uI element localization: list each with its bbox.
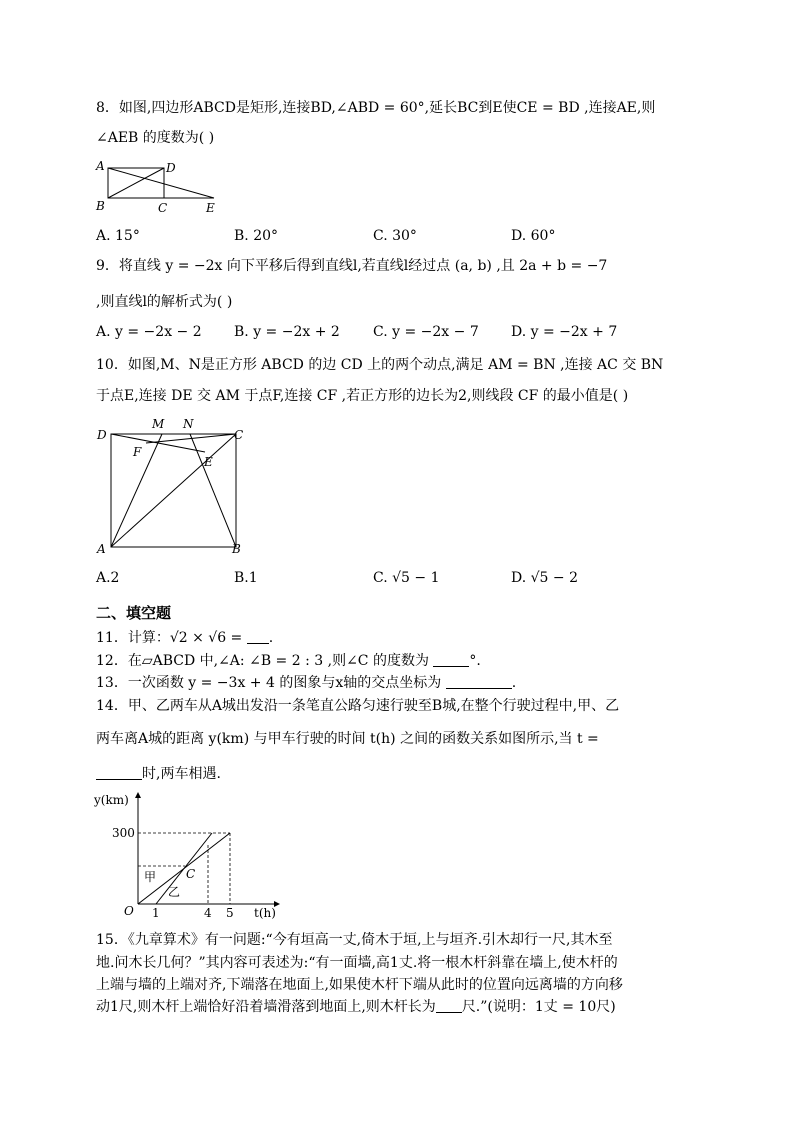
q10-label-b: B bbox=[232, 542, 241, 556]
q9-line2: ,则直线l的解析式为( ) bbox=[96, 294, 233, 310]
q10-line2: 于点E,连接 DE 交 AM 于点F,连接 CF ,若正方形的边长为2,则线段 CF 的最小值是( ) bbox=[96, 388, 629, 404]
q15-answer-blank[interactable] bbox=[436, 998, 462, 1013]
q8-label-e: E bbox=[206, 201, 215, 215]
q13-end: . bbox=[511, 675, 517, 691]
q10-label-d: D bbox=[97, 428, 107, 442]
q10-option-b: B.1 bbox=[234, 570, 258, 586]
q14-xtick-4: 4 bbox=[204, 906, 212, 920]
q8-label-c: C bbox=[158, 201, 168, 215]
q14-line3-end: 时,两车相遇. bbox=[142, 766, 221, 782]
q12-answer-blank[interactable] bbox=[433, 652, 469, 667]
q15-line1: 15．《九章算术》有一问题:“今有垣高一丈,倚木于垣,上与垣齐.引木却行一尺,其木至 bbox=[96, 932, 613, 948]
q14-line1: 14．甲、乙两车从A城出发沿一条笔直公路匀速行驶至B城,在整个行驶过程中,甲、乙 bbox=[96, 698, 620, 714]
q13-answer-blank[interactable] bbox=[446, 674, 512, 689]
q10-label-m: M bbox=[152, 417, 165, 431]
q15-line2: 地.问木长几何？”其内容可表述为:“有一面墙,高1丈.将一根木杆斜靠在墙上,使木杆的 bbox=[96, 955, 618, 971]
q10-label-n: N bbox=[183, 417, 194, 431]
q15-line4-end: 尺.”(说明：1丈 = 10尺) bbox=[461, 999, 616, 1015]
q11-line bbox=[96, 628, 273, 648]
q14-origin: O bbox=[124, 904, 134, 918]
q10-option-d: D. √5 − 2 bbox=[511, 570, 578, 586]
q8-label-b: B bbox=[96, 199, 105, 213]
q9-option-a: A. y = −2x − 2 bbox=[96, 324, 202, 340]
section-title-fill-in: 二、填空题 bbox=[96, 604, 172, 622]
q15-line4 bbox=[96, 997, 616, 1017]
q11-end: . bbox=[268, 630, 274, 646]
q9-option-b: B. y = −2x + 2 bbox=[234, 324, 340, 340]
q14-line2: 两车离A城的距离 y(km) 与甲车行驶的时间 t(h) 之间的函数关系如图所示,当 t = bbox=[96, 731, 599, 747]
q10-label-e: E bbox=[204, 455, 213, 469]
q11-answer-blank[interactable] bbox=[247, 629, 269, 644]
q10-line1: 10．如图,M、N是正方形 ABCD 的边 CD 上的两个动点,满足 AM = BN ,连接 AC 交 BN bbox=[96, 357, 664, 373]
q10-label-f: F bbox=[133, 445, 142, 459]
q8-line1: 8．如图,四边形ABCD是矩形,连接BD,∠ABD = 60°,延长BC到E使CE = BD ,连接AE,则 bbox=[96, 100, 656, 116]
q11-text: 11．计算：√2 × √6 = bbox=[96, 630, 243, 646]
q8-option-b: B. 20° bbox=[234, 228, 279, 244]
q13-text: 13．一次函数 y = −3x + 4 的图象与x轴的交点坐标为 bbox=[96, 675, 442, 691]
q13-line bbox=[96, 673, 516, 693]
q9-option-c: C. y = −2x − 7 bbox=[373, 324, 479, 340]
q8-option-d: D. 60° bbox=[511, 228, 556, 244]
q14-label-c: C bbox=[186, 867, 196, 881]
q8-option-a: A. 15° bbox=[96, 228, 140, 244]
q14-xlabel: t(h) bbox=[254, 906, 276, 920]
q14-label-yi: 乙 bbox=[168, 885, 181, 899]
q14-ytick-300: 300 bbox=[112, 826, 135, 840]
q9-option-d: D. y = −2x + 7 bbox=[511, 324, 618, 340]
q12-end: °. bbox=[469, 653, 481, 669]
q14-xtick-5: 5 bbox=[226, 906, 234, 920]
q10-label-a: A bbox=[97, 542, 106, 556]
q14-answer-blank[interactable] bbox=[96, 765, 142, 780]
q10-label-c: C bbox=[234, 428, 244, 442]
q10-figure bbox=[94, 414, 254, 562]
q15-line3: 上端与墙的上端对齐,下端落在地面上,如果使木杆下端从此时的位置向远离墙的方向移 bbox=[96, 977, 623, 993]
q14-xtick-1: 1 bbox=[152, 906, 160, 920]
q8-figure bbox=[94, 158, 234, 218]
q8-label-d: D bbox=[166, 161, 176, 175]
q8-line2: ∠AEB 的度数为( ) bbox=[96, 130, 215, 146]
q14-ylabel: y(km) bbox=[94, 793, 129, 807]
q14-line3 bbox=[96, 764, 221, 784]
q10-option-c: C. √5 − 1 bbox=[373, 570, 440, 586]
q14-graph bbox=[94, 792, 284, 922]
q15-line4-text: 动1尺,则木杆上端恰好沿着墙滑落到地面上,则木杆长为 bbox=[96, 999, 436, 1015]
q9-line1: 9．将直线 y = −2x 向下平移后得到直线l,若直线l经过点 (a, b) ,且 2a + b = −7 bbox=[96, 258, 608, 274]
q12-line bbox=[96, 651, 481, 671]
q12-text: 12．在▱ABCD 中,∠A: ∠B = 2 : 3 ,则∠C 的度数为 bbox=[96, 653, 429, 669]
q8-label-a: A bbox=[96, 159, 105, 173]
q10-option-a: A.2 bbox=[96, 570, 120, 586]
q8-option-c: C. 30° bbox=[373, 228, 417, 244]
q14-label-jia: 甲 bbox=[144, 870, 157, 884]
